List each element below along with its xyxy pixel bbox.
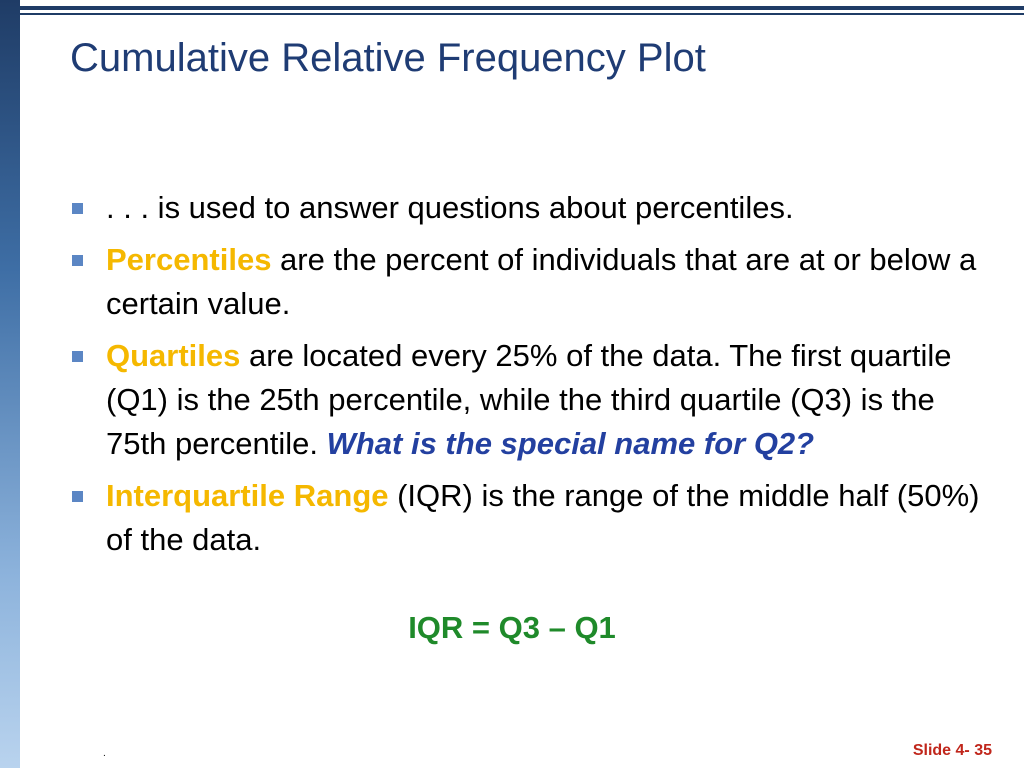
term-interquartile-range: Interquartile Range: [106, 478, 389, 513]
top-rule-thick: [20, 6, 1024, 10]
footer-mark: .: [103, 748, 106, 759]
slide-title: Cumulative Relative Frequency Plot: [70, 36, 706, 80]
square-bullet-icon: [72, 203, 83, 214]
term-percentiles: Percentiles: [106, 242, 272, 277]
bullet-item-percentiles: [72, 238, 997, 326]
slide-number: Slide 4- 35: [912, 742, 992, 759]
bullet-item-iqr: [72, 474, 997, 562]
bullet-text: . . . is used to answer questions about percentiles.: [106, 190, 794, 225]
top-rule-thin: [20, 13, 1024, 15]
side-gradient-bar: [0, 0, 20, 768]
bullet-list: [72, 186, 997, 570]
iqr-formula: IQR = Q3 – Q1: [408, 610, 616, 645]
bullet-item-percentiles-use: [72, 186, 997, 230]
bullet-text: are located every 25% of the data. The first quartile (Q1) is the 25th percentile, while the third quartile (Q3) is the 75th percentile.: [106, 338, 952, 461]
square-bullet-icon: [72, 351, 83, 362]
bullet-text: are the percent of individuals that are at or below a certain value.: [106, 242, 977, 321]
bullet-text: (IQR) is the range of the middle half (50%) of the data.: [106, 478, 980, 557]
bullet-item-quartiles: [72, 334, 997, 466]
square-bullet-icon: [72, 255, 83, 266]
question-q2: What is the special name for Q2?: [326, 426, 815, 461]
square-bullet-icon: [72, 491, 83, 502]
term-quartiles: Quartiles: [106, 338, 241, 373]
